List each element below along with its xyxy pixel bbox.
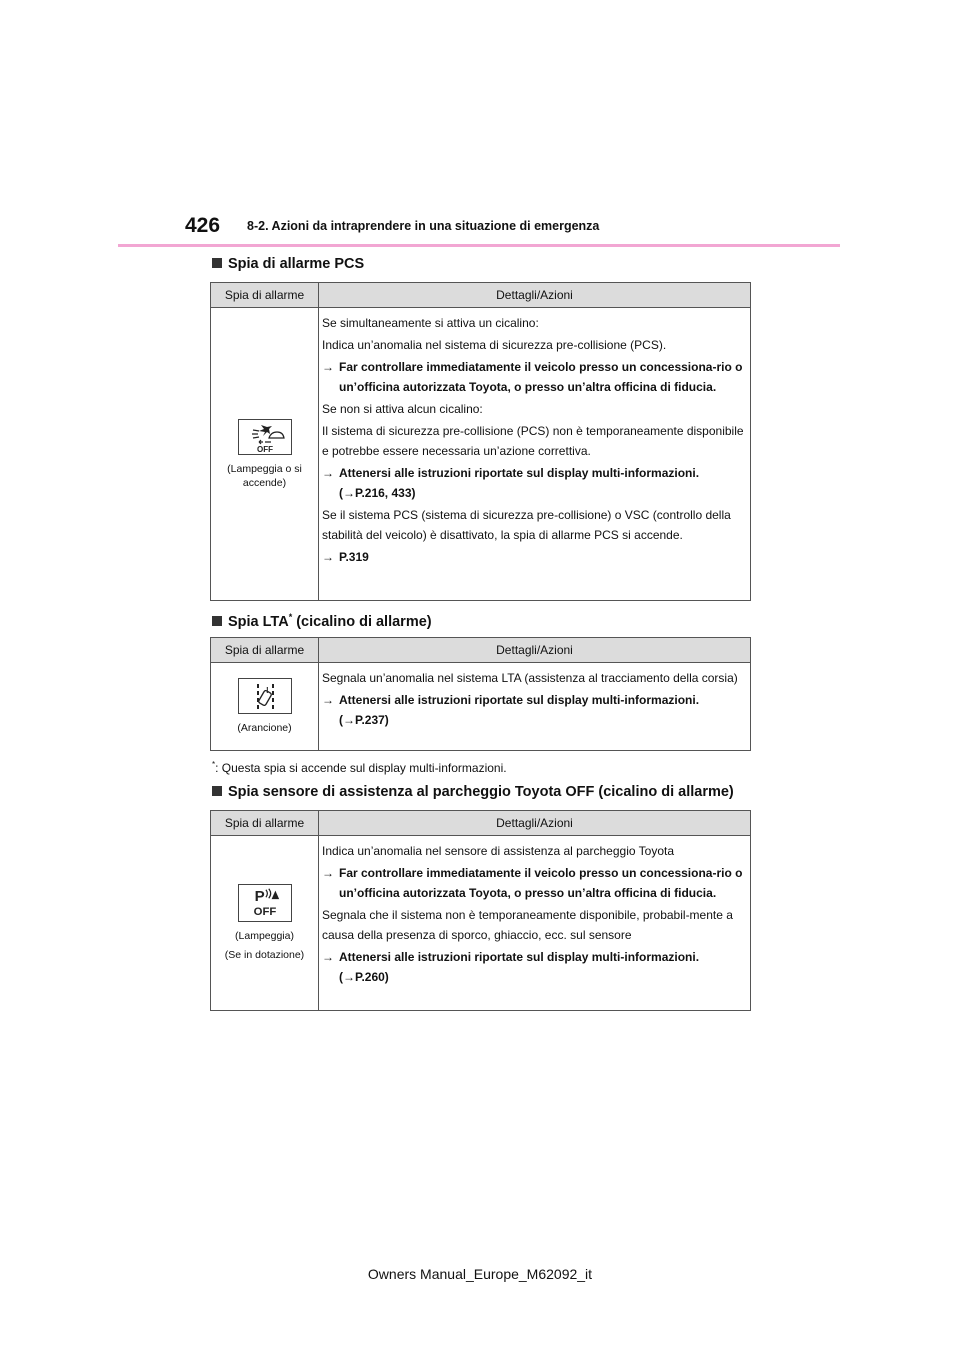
detail-action: → Far controllare immediatamente il veicolo presso un concessiona-rio o un’officina autorizzata Toyota, o presso un’altra officina di fiducia. (322, 357, 748, 397)
pcs-off-warning-icon (238, 419, 292, 455)
lta-warning-icon (238, 678, 292, 714)
detail-action: → P.319 (322, 547, 748, 567)
warning-icon-cell (211, 836, 319, 1011)
header-divider (118, 244, 840, 247)
detail-text: Indica un’anomalia nel sensore di assistenza al parcheggio Toyota (322, 844, 675, 858)
page-number: 426 (185, 214, 221, 237)
detail-action: → Far controllare immediatamente il veicolo presso un concessiona-rio o un’officina autorizzata Toyota, o presso un’altra officina di fiducia. (322, 863, 748, 903)
bullet-square-icon (212, 616, 222, 626)
details-cell (319, 308, 751, 601)
svg-text:!: ! (265, 686, 269, 695)
footer-document-id: Owners Manual_Europe_M62092_it (367, 1266, 593, 1282)
warning-icon-cell (211, 308, 319, 601)
section-heading-pcs: Spia di allarme PCS (212, 256, 364, 272)
detail-text: Il sistema di sicurezza pre-collisione (PCS) non è temporaneamente disponibile e potrebbe essere necessaria un’azione correttiva. (322, 424, 744, 458)
details-cell (319, 836, 751, 1011)
bullet-square-icon (212, 258, 222, 268)
detail-action: → Attenersi alle istruzioni riportate sul display multi-informazioni. (→P.237) (322, 690, 748, 730)
section-heading-lta: Spia LTA* (cicalino di allarme) (212, 612, 432, 630)
pcs-warning-table (210, 282, 751, 601)
icon-caption: (Lampeggia) (235, 930, 294, 942)
icon-caption: (Lampeggia o si accende) (227, 462, 302, 489)
parking-sensor-warning-table (210, 810, 751, 1011)
lta-warning-table (210, 637, 751, 751)
warning-icon-cell (211, 663, 319, 751)
column-header-details: Dettagli/Azioni (319, 638, 751, 663)
column-header-warning: Spia di allarme (211, 283, 319, 308)
detail-text: Indica un’anomalia nel sistema di sicurezza pre-collisione (PCS). (322, 338, 667, 352)
details-cell (319, 663, 751, 751)
icon-caption-optional: (Se in dotazione) (224, 949, 305, 961)
detail-text: Segnala che il sistema non è temporaneamente disponibile, probabil-mente a causa della presenza di sporco, ghiaccio, ecc. sul sensore (322, 908, 733, 942)
svg-text:OFF: OFF (253, 906, 276, 919)
parking-sensor-off-icon (238, 884, 292, 922)
arrow-right-icon: → (322, 866, 334, 880)
arrow-right-icon: → (322, 466, 334, 480)
detail-text: Se il sistema PCS (sistema di sicurezza pre-collisione) o VSC (controllo della stabilità del veicolo) è disattivato, la spia di allarme PCS si accende. (322, 508, 731, 542)
detail-text: Se simultaneamente si attiva un cicalino: (322, 316, 539, 330)
footnote: *: Questa spia si accende sul display multi-informazioni. (212, 760, 507, 775)
svg-text:P: P (254, 888, 265, 906)
detail-action: → Attenersi alle istruzioni riportate sul display multi-informazioni. (→P.260) (322, 947, 748, 987)
bullet-square-icon (212, 786, 222, 796)
arrow-right-icon: → (322, 950, 334, 964)
chapter-title: 8-2. Azioni da intraprendere in una situazione di emergenza (247, 219, 600, 233)
column-header-warning: Spia di allarme (211, 811, 319, 836)
svg-text:OFF: OFF (256, 444, 273, 454)
section-heading-parking-sensor: Spia sensore di assistenza al parcheggio Toyota OFF (cicalino di allarme) (212, 784, 734, 800)
column-header-details: Dettagli/Azioni (319, 283, 751, 308)
column-header-details: Dettagli/Azioni (319, 811, 751, 836)
detail-text: Se non si attiva alcun cicalino: (322, 402, 483, 416)
detail-action: → Attenersi alle istruzioni riportate sul display multi-informazioni. (→P.216, 433) (322, 463, 748, 503)
arrow-right-icon: → (322, 693, 334, 707)
detail-text: Segnala un’anomalia nel sistema LTA (assistenza al tracciamento della corsia) (322, 671, 738, 685)
arrow-right-icon: → (322, 550, 334, 564)
icon-caption: (Arancione) (237, 722, 292, 734)
column-header-warning: Spia di allarme (211, 638, 319, 663)
arrow-right-icon: → (322, 360, 334, 374)
